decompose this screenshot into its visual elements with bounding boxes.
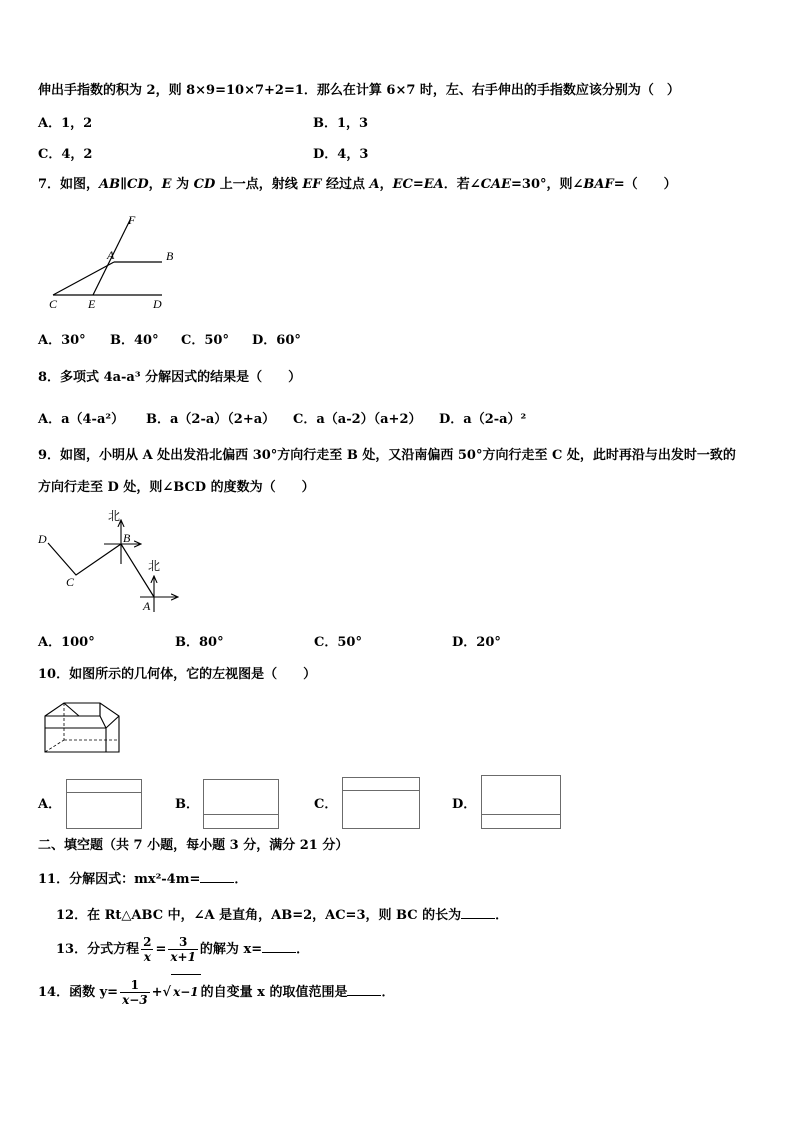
q10-option-a-label[interactable]: A． [38, 797, 62, 812]
q6-option-b[interactable]: B．1，3 [313, 116, 369, 131]
q7-label-d: D [153, 297, 162, 311]
q10-option-c-label[interactable]: C． [314, 797, 338, 812]
q7-stem: 7．如图，AB∥CD，E 为 CD 上一点，射线 EF 经过点 A，EC=EA．若∠CAE=30°，则∠BAF=（ ） [38, 177, 677, 192]
q9-option-d[interactable]: D．20° [452, 635, 501, 650]
section2-title: 二、填空题（共 7 小题，每小题 3 分，满分 21 分） [38, 838, 349, 853]
q7-label-c: C [49, 297, 58, 311]
q10-option-a-view[interactable] [66, 779, 142, 829]
q7-option-d[interactable]: D．60° [252, 333, 301, 348]
q9-option-a[interactable]: A．100° [38, 635, 95, 650]
q10-option-b-label[interactable]: B． [175, 797, 199, 812]
q12: 12．在 Rt△ABC 中，∠A 是直角，AB=2，AC=3，则 BC 的长为 ． [56, 908, 509, 923]
q9-option-c[interactable]: C．50° [314, 635, 362, 650]
q13: 13．分式方程 $\frac{2}{x}$ = $\frac{3}{x+1}$ 的解为 x= ． [56, 935, 310, 964]
q9-label-c: C [66, 575, 75, 589]
q9-figure [36, 506, 186, 618]
q9-stem-line2: 方向行走至 D 处，则∠BCD 的度数为（ ） [38, 480, 315, 495]
q10-option-b-view[interactable] [203, 779, 279, 829]
q9-label-north-a: 北 [148, 559, 161, 573]
q12-answer-blank[interactable] [461, 906, 495, 919]
q7-label-b: B [166, 249, 174, 263]
q8-stem: 8．多项式 4a-a³ 分解因式的结果是（ ） [38, 370, 302, 385]
q10-option-d-label[interactable]: D． [452, 797, 477, 812]
q14: 14．函数 y= $\frac{1}{x-3}$ +√ x−1 的自变量 x 的取值范围是 ． [38, 974, 394, 1010]
q9-label-north-b: 北 [108, 509, 121, 523]
q13-answer-blank[interactable] [262, 940, 296, 953]
q8-option-c[interactable]: C．a（a-2）（a+2） [293, 412, 422, 427]
q9-label-d: D [38, 532, 47, 546]
q7-figure [40, 208, 180, 313]
q10-option-d-view[interactable] [481, 775, 561, 829]
q6-option-a[interactable]: A．1，2 [38, 116, 93, 131]
q14-fraction: $\frac{1}{x-3}$ [122, 978, 148, 1007]
q6-option-d[interactable]: D．4，3 [313, 147, 369, 162]
q7-label-e: E [88, 297, 96, 311]
q7-line-ca [53, 262, 114, 295]
q13-fraction-2: $\frac{3}{x+1}$ [170, 935, 196, 964]
q8-option-b[interactable]: B．a（2-a）（2+a） [146, 412, 276, 427]
q6-option-c[interactable]: C．4，2 [38, 147, 93, 162]
q10-solid-figure [40, 698, 130, 763]
q14-answer-blank[interactable] [347, 983, 381, 996]
q9-path [48, 543, 154, 597]
q9-label-a: A [143, 599, 151, 613]
q9-option-b[interactable]: B．80° [175, 635, 224, 650]
q8-option-a[interactable]: A．a（4-a²） [38, 412, 125, 427]
q13-fraction-1: $\frac{2}{x}$ [143, 935, 152, 964]
q10-option-c-view[interactable] [342, 777, 420, 829]
q14-radical: √ x−1 [163, 985, 201, 1000]
q7-option-c[interactable]: C．50° [181, 333, 229, 348]
q11-answer-blank[interactable] [200, 870, 234, 883]
q7-option-b[interactable]: B．40° [110, 333, 159, 348]
q11: 11．分解因式：mx²-4m= ． [38, 872, 248, 887]
q6-stem: 伸出手指数的积为 2，则 8×9=10×7+2=1．那么在计算 6×7 时，左、右手伸出的手指数应该分别为（ ） [38, 83, 680, 98]
q7-option-a[interactable]: A．30° [38, 333, 86, 348]
q8-option-d[interactable]: D．a（2-a）² [439, 412, 527, 427]
q10-stem: 10．如图所示的几何体，它的左视图是（ ） [38, 667, 317, 682]
q9-label-b: B [123, 531, 131, 545]
q7-label-a: A [107, 248, 115, 262]
q7-label-f: F [128, 213, 136, 227]
q9-stem-line1: 9．如图，小明从 A 处出发沿北偏西 30°方向行走至 B 处，又沿南偏西 50°方向行走至 C 处，此时再沿与出发时一致的 [38, 448, 736, 463]
